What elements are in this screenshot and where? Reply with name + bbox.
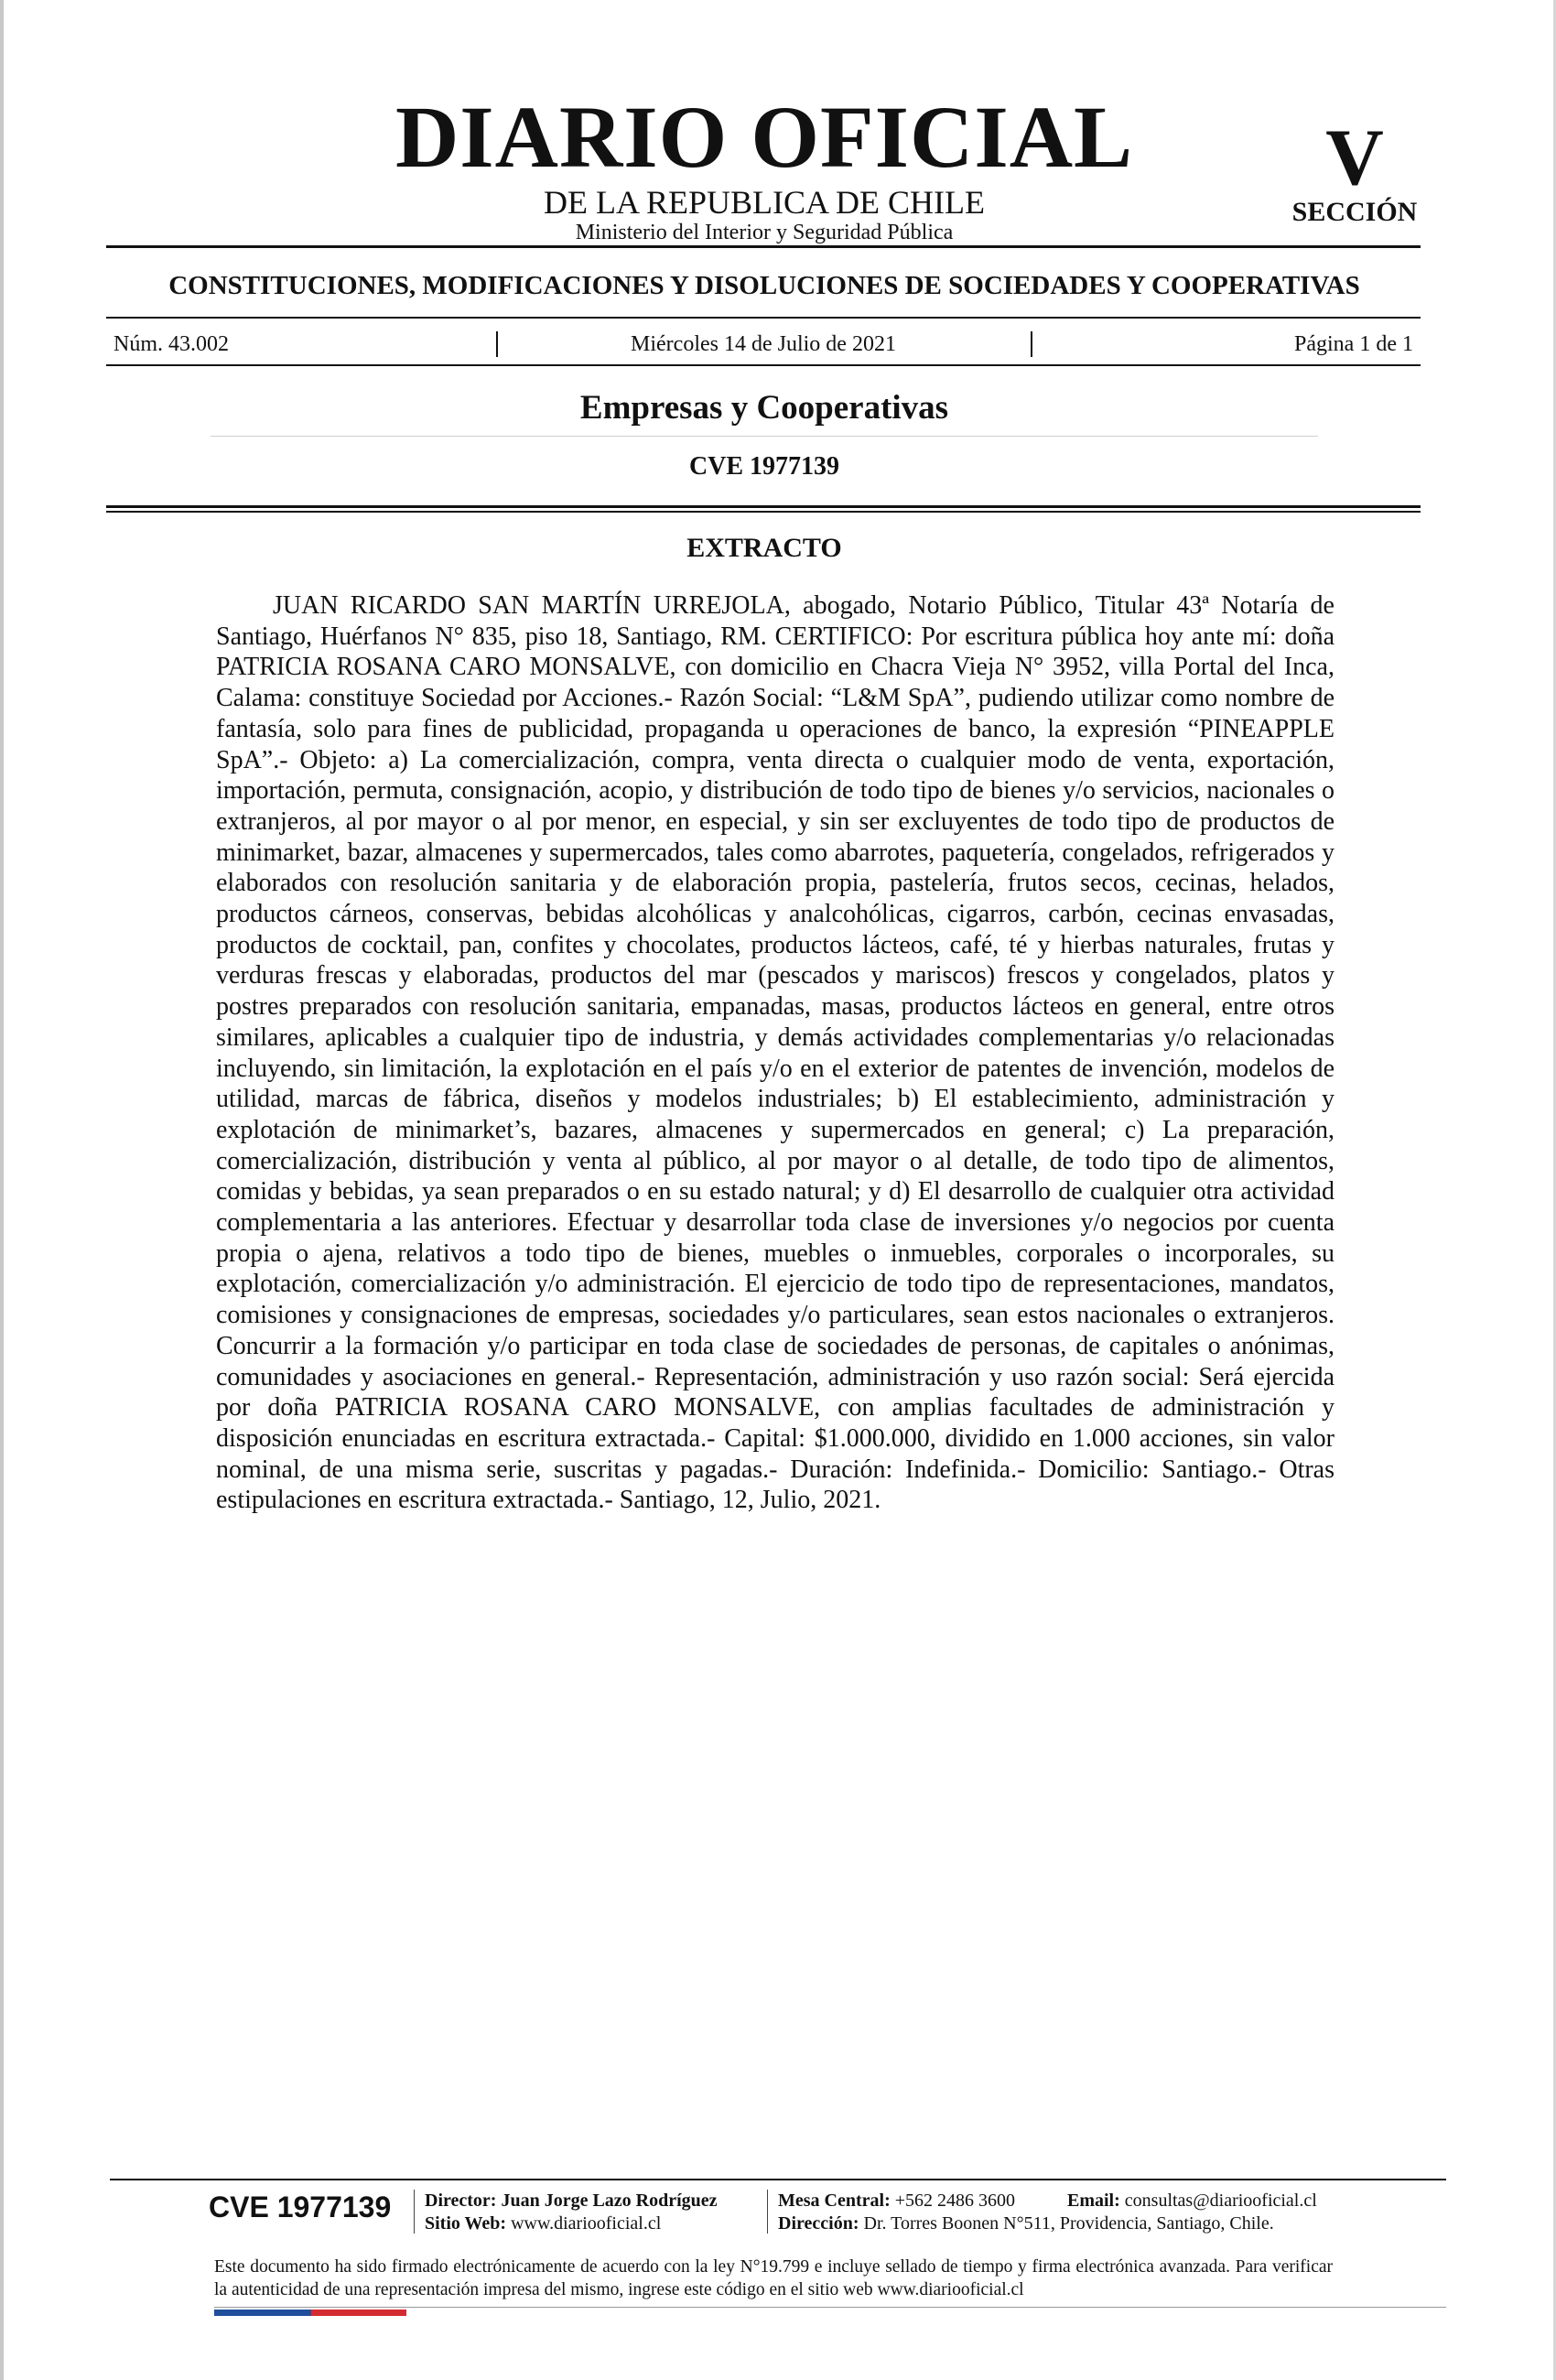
newspaper-subtitle: DE LA REPUBLICA DE CHILE xyxy=(544,184,985,221)
director-label: Director: xyxy=(425,2191,497,2211)
section-heading: Empresas y Cooperativas xyxy=(579,389,949,427)
email-address[interactable]: consultas@diariooficial.cl xyxy=(1124,2191,1317,2211)
footer-separator xyxy=(414,2190,415,2234)
category-title: CONSTITUCIONES, MODIFICACIONES Y DISOLUCIONES DE SOCIEDADES Y COOPERATIVAS xyxy=(168,271,1360,300)
section-label: SECCIÓN xyxy=(1291,197,1418,227)
signature-notice: Este documento ha sido firmado electrónicamente de acuerdo con la ley N°19.799 e incluye sellado de tiempo y firma electrónica avanzada. Para verificar la autenticidad de una representación impresa del mismo, ingrese este código en el sitio web www.diariooficial.cl xyxy=(214,2257,1333,2299)
website-link[interactable]: www.diariooficial.cl xyxy=(511,2213,662,2234)
footer-cve-code: CVE 1977139 xyxy=(209,2191,392,2223)
address-label: Dirección: xyxy=(778,2213,859,2234)
section-letter: V xyxy=(1325,114,1384,202)
page-indicator: Página 1 de 1 xyxy=(1294,332,1413,356)
chile-flag-strip xyxy=(214,2310,406,2316)
double-rule-lower xyxy=(106,511,1421,513)
website-label: Sitio Web: xyxy=(425,2213,507,2234)
extract-body: JUAN RICARDO SAN MARTÍN URREJOLA, abogado, Notario Público, Titular 43ª Notaría de Santiago, Huérfanos N° 835, piso 18, Santiago, RM. CERTIFICO: Por escritura pública hoy ante mí: doña PATRICIA ROSANA CARO MONSALVE, con domicilio en Chacra Vieja N° 3952, villa Portal del Inca, Calama: constituye Sociedad por Acciones.- Razón Social: “L&M SpA”, pudiendo utilizar como nombre de fantasía, solo para fines de publicidad, propaganda u operaciones de banco, la expresión “PINEAPPLE SpA”.- Objeto: a) La comercialización, compra, venta directa o cualquier modo de venta, exportación, importación, permuta, consignación, acopio, y distribución de todo tipo de bienes y/o servicios, nacionales o extranjeros, al por mayor o al por menor, en especial, y sin ser excluyentes de todo tipo de productos de minimarket, bazar, almacenes y supermercados, tales como abarrotes, paquetería, congelados, refrigerados y elaborados con resolución sanitaria y de elaboración propia, pastelería, frutos secos, cecinas, helados, productos cárneos, conservas, bebidas alcohólicas y analcohólicas, cigarros, carbón, cecinas envasadas, productos de cocktail, pan, confites y chocolates, productos lácteos, café, té y hierbas naturales, frutas y verduras frescas y elaboradas, productos del mar (pescados y mariscos) frescos y congelados, platos y postres preparados con resolución sanitaria, empanadas, masas, productos lácteos en general, entre otros similares, aplicables a cualquier tipo de industria, y demás actividades complementarias y/o relacionadas incluyendo, sin limitación, la explotación en el país y/o en el exterior de patentes de invención, modelos de utilidad, marcas de fábrica, diseños y modelos industriales; b) El establecimiento, administración y explotación de minimarket’s, bazares, almacenes y supermercados en general; c) La preparación, comercialización, distribución y venta al público, al por mayor o al detalle, de todo tipo de alimentos, comidas y bebidas, ya sean preparados o en su estado natural; y d) El desarrollo de cualquier otra actividad complementaria a las anteriores. Efectuar y desarrollar toda clase de inversiones y/o negocios por cuenta propia o ajena, relativos a todo tipo de bienes, muebles o inmuebles, corporales o incorporales, su explotación, comercialización y/o administración. El ejercicio de todo tipo de representaciones, mandatos, comisiones y consignaciones de empresas, sociedades y/o particulares, sean estos nacionales o extranjeros. Concurrir a la formación y/o participar en toda clase de sociedades de personas, de capitales o anónimas, comunidades y asociaciones en general.- Representación, administración y uso razón social: Será ejercida por doña PATRICIA ROSANA CARO MONSALVE, con amplias facultades de administración y disposición enunciadas en escritura extractada.- Capital: $1.000.000, dividido en 1.000 acciones, sin valor nominal, de una misma serie, suscritas y pagadas.- Duración: Indefinida.- Domicilio: Santiago.- Otras estipulaciones en escritura extractada.- Santiago, 12, Julio, 2021. xyxy=(216,591,1334,1515)
footer-director-block xyxy=(425,2190,763,2235)
flag-blue-bar xyxy=(214,2310,311,2316)
footer-bottom-rule xyxy=(214,2307,1446,2308)
category-rule xyxy=(106,317,1421,319)
issue-info-row xyxy=(113,328,1413,361)
ministry-line: Ministerio del Interior y Seguridad Pública xyxy=(575,221,954,244)
page-left-edge xyxy=(0,0,4,2380)
footer-contact-block xyxy=(778,2190,1364,2235)
phone-number: +562 2486 3600 xyxy=(894,2191,1016,2211)
header-rule-top xyxy=(106,245,1421,248)
address-value: Dr. Torres Boonen N°511, Providencia, Santiago, Chile. xyxy=(863,2213,1274,2234)
flag-red-bar xyxy=(311,2310,406,2316)
footer-separator xyxy=(767,2190,768,2234)
director-name: Juan Jorge Lazo Rodríguez xyxy=(501,2191,718,2211)
email-label: Email: xyxy=(1067,2191,1120,2211)
issue-number: Núm. 43.002 xyxy=(113,332,229,356)
heading-divider xyxy=(211,436,1318,437)
issue-date: Miércoles 14 de Julio de 2021 xyxy=(631,332,896,356)
footer-rule xyxy=(110,2179,1446,2180)
meta-separator xyxy=(1031,331,1032,357)
document-title: EXTRACTO xyxy=(686,533,842,563)
meta-rule xyxy=(106,364,1421,366)
double-rule-upper xyxy=(106,505,1421,508)
newspaper-title: DIARIO OFICIAL xyxy=(394,88,1134,186)
section-marker xyxy=(1281,114,1428,227)
cve-code: CVE 1977139 xyxy=(688,452,840,481)
phone-label: Mesa Central: xyxy=(778,2191,891,2211)
